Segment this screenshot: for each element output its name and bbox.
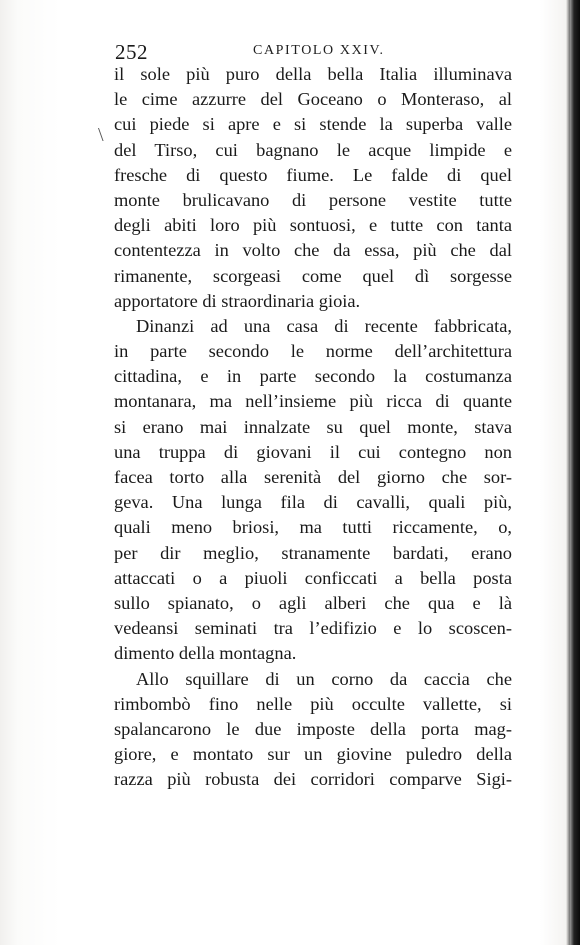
paragraph-3	[114, 667, 512, 793]
text-line: per dir meglio, stranamente bardati, erano	[114, 542, 512, 563]
text-line: dimento della montagna.	[114, 643, 297, 664]
text-line: cittadina, e in parte secondo la costumanza	[114, 366, 512, 387]
text-line: contentezza in volto che da essa, più che dal	[114, 240, 512, 261]
text-line: geva. Una lunga fila di cavalli, quali più,	[114, 492, 512, 513]
page-number: 252	[115, 40, 148, 64]
text-line: spalancarono le due imposte della porta mag-	[114, 718, 512, 739]
text-line: fresche di questo fiume. Le falde di quel	[114, 164, 512, 185]
text-line: si erano mai innalzate su quel monte, stava	[114, 416, 512, 437]
page-header	[115, 40, 513, 64]
text-line: razza più robusta dei corridori comparve Sigi-	[114, 769, 512, 790]
text-line: facea torto alla serenità del giorno che sor-	[114, 467, 512, 487]
text-line: Dinanzi ad una casa di recente fabbricata,	[136, 315, 512, 336]
text-line: rimanente, scorgeasi come quel dì sorgesse	[114, 265, 512, 286]
text-line: una truppa di giovani il cui contegno non	[114, 441, 512, 462]
paragraph-2	[114, 314, 512, 667]
text-line: sullo spianato, o agli alberi che qua e là	[114, 592, 512, 613]
text-line: degli abiti loro più sontuosi, e tutte con tanta	[114, 215, 512, 236]
running-title: CAPITOLO XXIV.	[253, 43, 385, 58]
text-line: giore, e montato sur un giovine puledro della	[114, 744, 512, 765]
margin-mark: \	[98, 124, 104, 146]
paragraph-1	[114, 62, 512, 314]
text-line: del Tirso, cui bagnano le acque limpide e	[114, 139, 512, 160]
text-line: quali meno briosi, ma tutti riccamente, o,	[114, 517, 512, 538]
text-line: cui piede si apre e si stende la superba valle	[114, 114, 512, 135]
body-text	[114, 62, 512, 792]
text-line: montanara, ma nell’insieme più ricca di quante	[114, 391, 512, 412]
text-line: vedeansi seminati tra l’edifizio e lo scoscen-	[114, 618, 512, 639]
text-line: attaccati o a piuoli conficcati a bella posta	[114, 567, 512, 588]
page-edge-shadow	[570, 0, 580, 945]
text-line: apportatore di straordinaria gioia.	[114, 290, 361, 311]
text-line: le cime azzurre del Goceano o Monteraso, al	[114, 89, 512, 110]
text-line: rimbombò fino nelle più occulte vallette, si	[114, 693, 512, 714]
text-line: monte brulicavano di persone vestite tutte	[114, 189, 512, 210]
text-line: il sole più puro della bella Italia illuminava	[114, 64, 512, 84]
text-line: Allo squillare di un corno da caccia che	[136, 668, 512, 689]
text-line: in parte secondo le norme dell’architettura	[114, 341, 512, 362]
